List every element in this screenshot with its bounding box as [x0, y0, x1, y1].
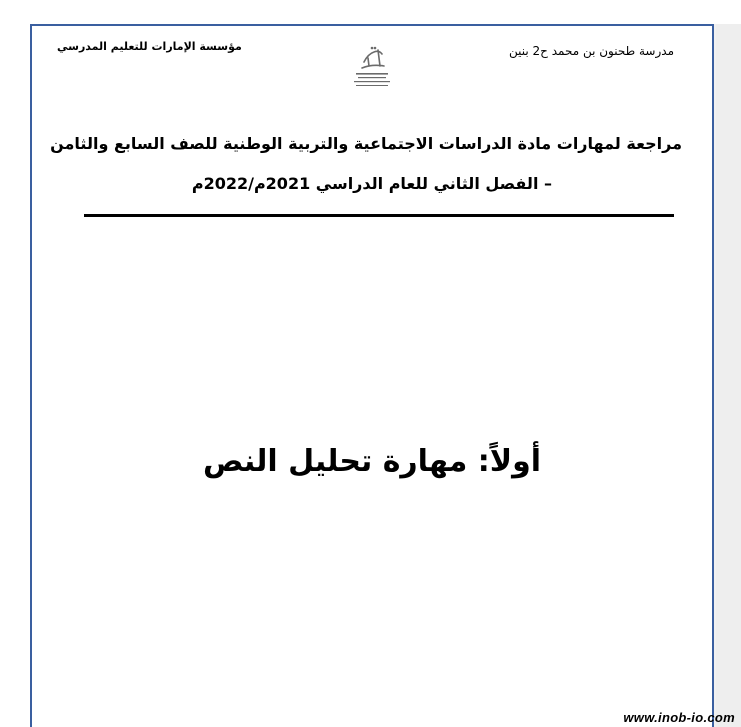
establishment-logo — [342, 40, 402, 94]
document-title-line-2: – الفصل الثاني للعام الدراسي 2021م/2022م — [191, 174, 552, 193]
viewer-right-margin — [716, 24, 741, 727]
viewer-left-margin — [0, 24, 30, 727]
school-name: مدرسة طحنون بن محمد ح2 بنين — [509, 44, 674, 58]
title-divider — [84, 214, 674, 217]
document-page — [30, 24, 714, 727]
organization-name: مؤسسة الإمارات للتعليم المدرسي — [57, 40, 242, 53]
viewer-top-margin — [0, 0, 741, 24]
site-watermark: www.inob-io.com — [623, 710, 735, 725]
section-heading: أولاً: مهارة تحليل النص — [202, 444, 542, 479]
document-title-line-1: مراجعة لمهارات مادة الدراسات الاجتماعية والتربية الوطنية للصف السابع والثامن — [50, 134, 682, 153]
